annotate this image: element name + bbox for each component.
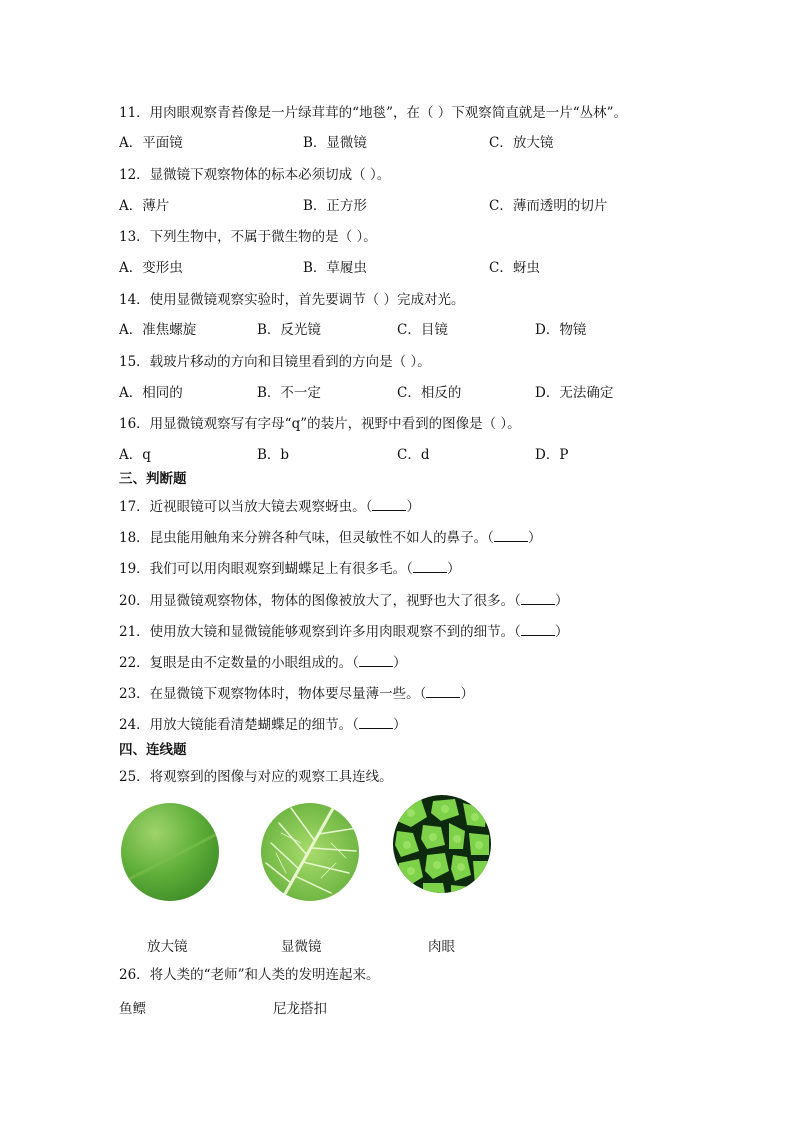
section-heading-matching: 四、连线题 xyxy=(119,742,187,758)
judge-close: ） xyxy=(406,499,420,515)
match-left-item[interactable]: 鱼鳔 xyxy=(119,1001,146,1017)
q12-option-a[interactable]: A．薄片 xyxy=(119,198,170,214)
q15-option-c[interactable]: C．相反的 xyxy=(397,385,462,401)
question-13-stem: 13．下列生物中，不属于微生物的是（ ）。 xyxy=(119,229,377,245)
answer-blank[interactable] xyxy=(372,498,406,511)
judge-item-18 xyxy=(119,529,541,547)
question-26-stem: 26．将人类的“老师”和人类的发明连起来。 xyxy=(119,967,380,983)
q12-option-c[interactable]: C．薄而透明的切片 xyxy=(489,198,608,214)
q15-option-b[interactable]: B．不一定 xyxy=(257,385,321,401)
judge-item-21 xyxy=(119,623,568,641)
judge-text: 23．在显微镜下观察物体时，物体要尽量薄一些。（ xyxy=(119,686,427,702)
tool-label-naked-eye: 肉眼 xyxy=(428,939,455,955)
q11-option-a[interactable]: A．平面镜 xyxy=(119,135,183,151)
q16-option-c[interactable]: C．d xyxy=(397,447,430,463)
q12-option-b[interactable]: B．正方形 xyxy=(303,198,367,214)
answer-blank[interactable] xyxy=(359,654,393,667)
judge-text: 18．昆虫能用触角来分辨各种气味，但灵敏性不如人的鼻子。（ xyxy=(119,530,494,546)
leaf-image-cells[interactable] xyxy=(393,795,491,893)
q16-option-a[interactable]: A．q xyxy=(119,447,151,463)
question-16-stem: 16．用显微镜观察写有字母“q”的装片，视野中看到的图像是（ ）。 xyxy=(119,416,521,432)
judge-close: ） xyxy=(554,624,569,640)
q13-option-b[interactable]: B．草履虫 xyxy=(303,260,367,276)
question-25-stem: 25．将观察到的图像与对应的观察工具连线。 xyxy=(119,769,393,785)
q13-option-c[interactable]: C．蚜虫 xyxy=(489,260,540,276)
judge-text: 21．使用放大镜和显微镜能够观察到许多用肉眼观察不到的细节。（ xyxy=(119,624,521,640)
judge-close: ） xyxy=(527,530,542,546)
leaf-smooth-icon xyxy=(121,803,219,901)
answer-blank[interactable] xyxy=(521,592,555,605)
judge-item-23 xyxy=(119,685,474,703)
q11-option-c[interactable]: C．放大镜 xyxy=(489,135,554,151)
question-12-stem: 12．显微镜下观察物体的标本必须切成（ ）。 xyxy=(119,167,391,183)
answer-blank[interactable] xyxy=(494,529,528,542)
judge-close: ） xyxy=(446,561,461,577)
tool-label-microscope: 显微镜 xyxy=(281,939,322,955)
answer-blank[interactable] xyxy=(413,560,447,573)
answer-blank[interactable] xyxy=(521,623,555,636)
judge-text: 22．复眼是由不定数量的小眼组成的。（ xyxy=(119,655,359,671)
q15-option-a[interactable]: A．相同的 xyxy=(119,385,183,401)
judge-text: 19．我们可以用肉眼观察到蝴蝶足上有很多毛。（ xyxy=(119,561,413,577)
judge-text: 20．用显微镜观察物体，物体的图像被放大了，视野也大了很多。（ xyxy=(119,593,521,609)
judge-close: ） xyxy=(392,717,407,733)
leaf-cells-icon xyxy=(393,795,491,893)
leaf-image-smooth[interactable] xyxy=(121,803,219,901)
judge-close: ） xyxy=(392,655,407,671)
question-15-stem: 15．载玻片移动的方向和目镜里看到的方向是（ ）。 xyxy=(119,354,431,370)
q14-option-c[interactable]: C．目镜 xyxy=(397,322,448,338)
q15-option-d[interactable]: D．无法确定 xyxy=(535,385,614,401)
q11-option-b[interactable]: B．显微镜 xyxy=(303,135,367,151)
q14-option-d[interactable]: D．物镜 xyxy=(535,322,587,338)
q14-option-b[interactable]: B．反光镜 xyxy=(257,322,321,338)
judge-item-24 xyxy=(119,716,406,734)
judge-close: ） xyxy=(554,593,569,609)
judge-item-17 xyxy=(119,498,420,516)
q16-option-b[interactable]: B．b xyxy=(257,447,290,463)
tool-label-magnifier: 放大镜 xyxy=(147,939,188,955)
judge-text: 17．近视眼镜可以当放大镜去观察蚜虫。（ xyxy=(119,499,373,515)
leaf-veins-icon xyxy=(261,803,359,901)
judge-item-20 xyxy=(119,592,568,610)
question-11-stem: 11．用肉眼观察青苔像是一片绿茸茸的“地毯”，在（ ）下观察简直就是一片“丛林”。 xyxy=(119,105,628,121)
judge-item-19 xyxy=(119,560,460,578)
judge-item-22 xyxy=(119,654,406,672)
judge-close: ） xyxy=(460,686,474,702)
q13-option-a[interactable]: A．变形虫 xyxy=(119,260,183,276)
answer-blank[interactable] xyxy=(426,685,460,698)
match-right-item[interactable]: 尼龙搭扣 xyxy=(273,1001,327,1017)
q16-option-d[interactable]: D．P xyxy=(535,447,569,463)
judge-text: 24．用放大镜能看清楚蝴蝶足的细节。（ xyxy=(119,717,359,733)
answer-blank[interactable] xyxy=(359,716,393,729)
question-14-stem: 14．使用显微镜观察实验时，首先要调节（ ）完成对光。 xyxy=(119,292,465,308)
q14-option-a[interactable]: A．准焦螺旋 xyxy=(119,322,197,338)
leaf-image-veins[interactable] xyxy=(261,803,359,901)
section-heading-judgement: 三、判断题 xyxy=(119,471,187,487)
